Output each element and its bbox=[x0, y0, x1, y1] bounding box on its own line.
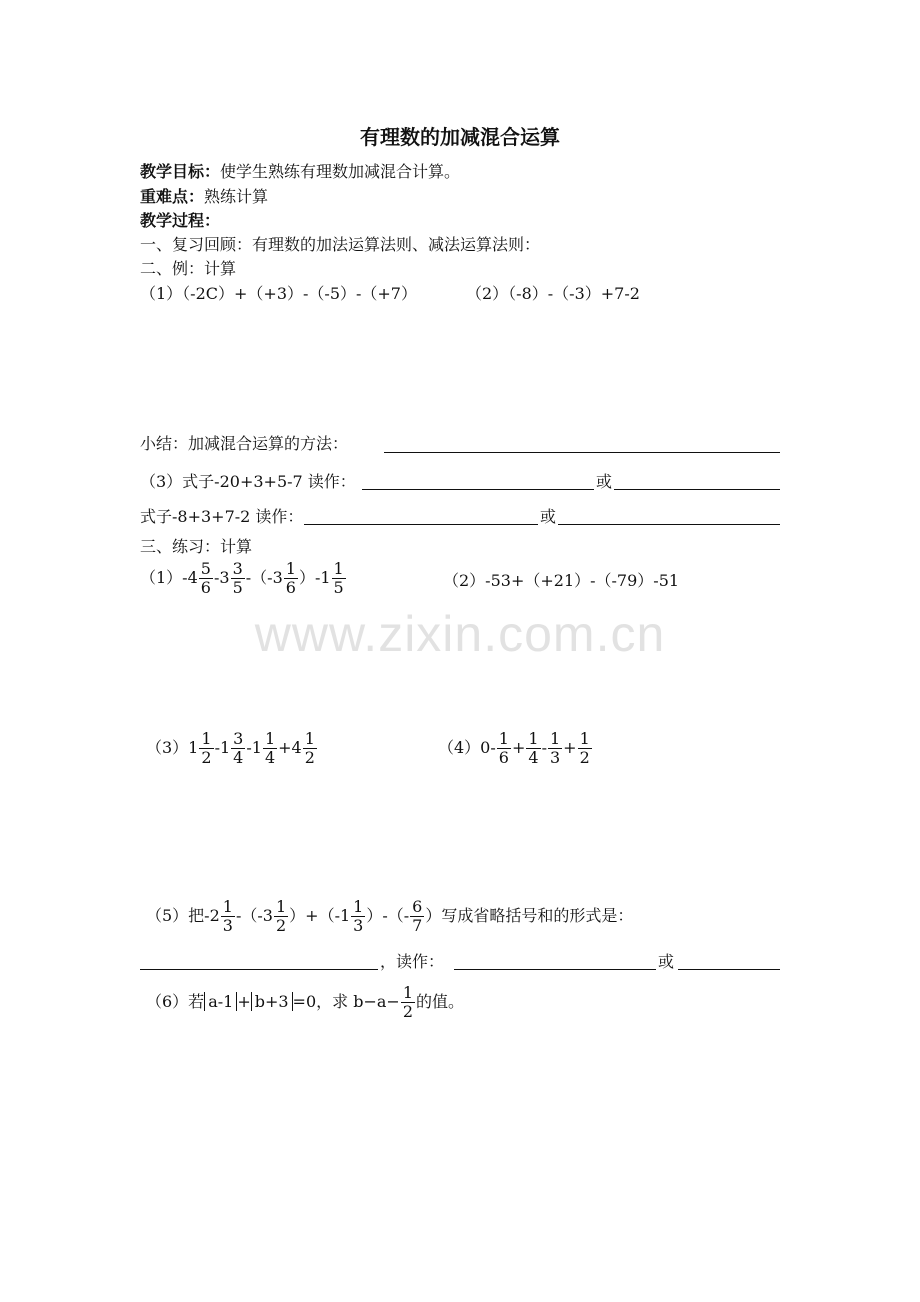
watermark: www.zixin.com.cn bbox=[254, 606, 666, 662]
fraction: $\frac{1}{4}$ bbox=[528, 729, 539, 767]
section-examples: 二、例：计算 bbox=[140, 259, 237, 278]
fraction: $\frac{1}{6}$ bbox=[498, 729, 509, 767]
example-1: （1）（-2C）+（+3）-（-5）-（+7） bbox=[140, 284, 417, 303]
example-3-blank-2[interactable] bbox=[614, 489, 780, 490]
goal-text: 使学生熟练有理数加减混合计算。 bbox=[220, 162, 461, 181]
problem-3: （3）1 $\frac{1}{2}$ -1 $\frac{3}{4}$ -1 $\frac{1}{4}$ +4 $\frac{1}{2}$ bbox=[146, 729, 315, 767]
example-3-or: 或 bbox=[596, 472, 613, 491]
fraction: $\frac{3}{5}$ bbox=[232, 559, 243, 597]
fraction: $\frac{5}{6}$ bbox=[200, 559, 211, 597]
section-practice: 三、练习：计算 bbox=[140, 537, 253, 556]
fraction: $\frac{1}{3}$ bbox=[222, 897, 233, 935]
fraction: $\frac{1}{2}$ bbox=[275, 897, 287, 935]
fraction: $\frac{1}{6}$ bbox=[285, 559, 296, 597]
fraction: $\frac{1}{2}$ bbox=[402, 983, 414, 1021]
example-3b-blank-2[interactable] bbox=[558, 524, 780, 525]
process-label: 教学过程： bbox=[140, 211, 221, 230]
fraction: $\frac{1}{4}$ bbox=[264, 729, 276, 767]
absolute-value: a-1 bbox=[204, 992, 237, 1011]
problem-5: （5）把-2 $\frac{1}{3}$ -（-3 $\frac{1}{2}$ ）+（-1 $\frac{1}{3}$ ）-（- $\frac{6}{7}$ ）写成省略括号和的形式是： bbox=[146, 897, 634, 935]
fraction: $\frac{1}{2}$ bbox=[579, 729, 590, 767]
example-3b-blank-1[interactable] bbox=[304, 524, 538, 525]
fraction: $\frac{1}{3}$ bbox=[549, 729, 561, 767]
fraction: $\frac{1}{3}$ bbox=[353, 897, 364, 935]
keypoint-label: 重难点： bbox=[140, 187, 205, 206]
example-3b-prefix: 式子-8+3+7-2 读作： bbox=[140, 507, 304, 526]
page-title: 有理数的加减混合运算 bbox=[360, 125, 560, 149]
problem-5-or: 或 bbox=[658, 952, 675, 971]
fraction: $\frac{1}{5}$ bbox=[333, 559, 344, 597]
keypoint-text: 熟练计算 bbox=[204, 187, 269, 206]
example-2: （2）（-8）-（-3）+7-2 bbox=[466, 284, 640, 303]
teaching-goal bbox=[140, 162, 460, 182]
problem-2: （2）-53+（+21）-（-79）-51 bbox=[443, 571, 680, 590]
problem-1-label: （1）-4 bbox=[140, 568, 198, 587]
key-point bbox=[140, 187, 268, 207]
summary-text: 小结：加减混合运算的方法： bbox=[140, 434, 349, 453]
problem-6: （6）若 a-1 + b+3 =0，求 b−a− $\frac{1}{2}$ 的值。 bbox=[146, 983, 465, 1021]
example-3-blank-1[interactable] bbox=[362, 489, 594, 490]
problem-5-blank-2[interactable] bbox=[454, 969, 656, 970]
problem-4: （4）0- $\frac{1}{6}$ + $\frac{1}{4}$ - $\frac{1}{3}$ + $\frac{1}{2}$ bbox=[438, 729, 590, 767]
goal-label: 教学目标： bbox=[140, 162, 221, 181]
summary-blank-line[interactable] bbox=[384, 452, 780, 453]
problem-5-blank-3[interactable] bbox=[678, 969, 780, 970]
example-3b-or: 或 bbox=[540, 507, 557, 526]
fraction: $\frac{1}{2}$ bbox=[304, 729, 315, 767]
fraction: $\frac{1}{2}$ bbox=[201, 729, 212, 767]
example-3-prefix: （3）式子-20+3+5-7 读作： bbox=[140, 472, 356, 491]
fraction: $\frac{6}{7}$ bbox=[412, 897, 423, 935]
problem-1: （1）-4 $\frac{5}{6}$ -3 $\frac{3}{5}$ -（-3 $\frac{1}{6}$ ）-1 $\frac{1}{5}$ bbox=[140, 559, 344, 597]
problem-5-blank-1[interactable] bbox=[140, 969, 378, 970]
section-review: 一、复习回顾：有理数的加法运算法则、减法运算法则： bbox=[140, 235, 541, 254]
problem-5-read-label: ，读作： bbox=[380, 952, 445, 971]
fraction: $\frac{3}{4}$ bbox=[233, 729, 244, 767]
absolute-value: b+3 bbox=[251, 992, 293, 1011]
